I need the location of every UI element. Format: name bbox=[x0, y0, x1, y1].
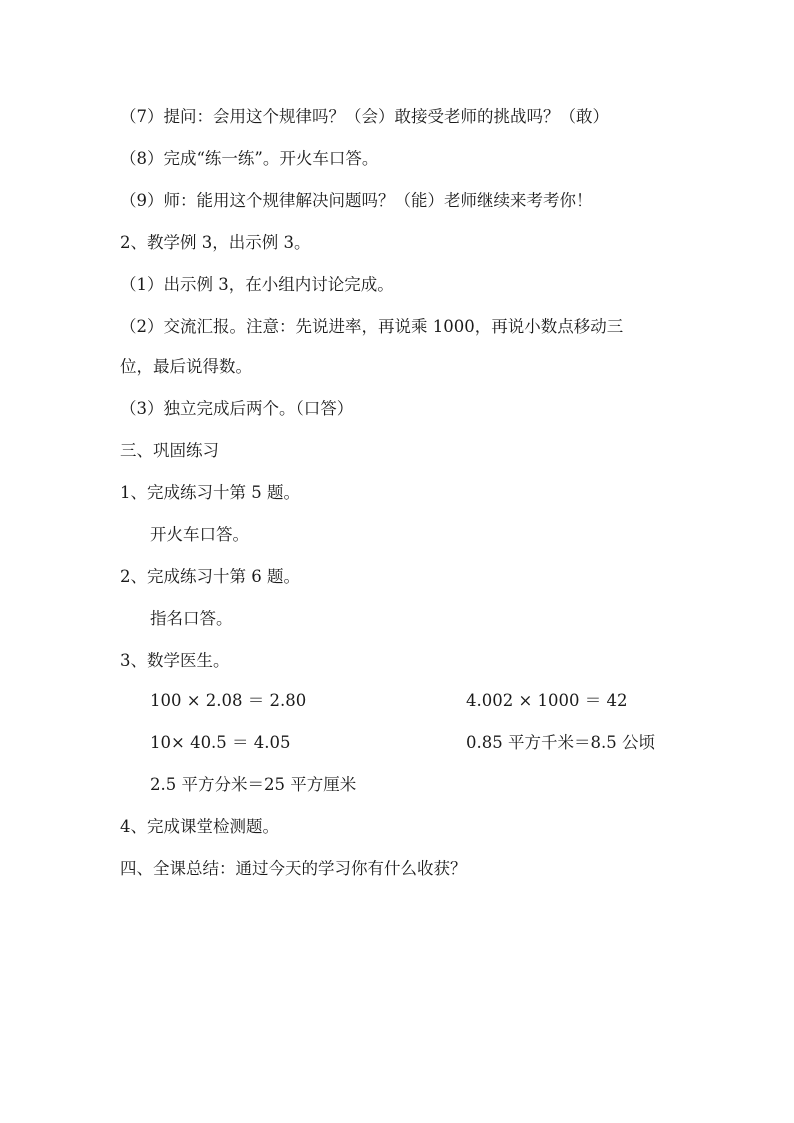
paragraph-step-7: （7）提问：会用这个规律吗？（会）敢接受老师的挑战吗？（敢） bbox=[120, 107, 609, 126]
section-heading-practice: 三、巩固练习 bbox=[120, 441, 219, 460]
math-doctor-item: 0.85 平方千米＝8.5 公顷 bbox=[466, 733, 655, 752]
exercise-2: 2、完成练习十第 6 题。 bbox=[120, 567, 300, 586]
paragraph-substep-2: （2）交流汇报。注意：先说进率，再说乘 1000，再说小数点移动三 bbox=[120, 317, 624, 336]
exercise-2-note: 指名口答。 bbox=[150, 609, 233, 628]
heading-example-3: 2、教学例 3，出示例 3。 bbox=[120, 233, 311, 252]
section-heading-summary: 四、全课总结：通过今天的学习你有什么收获？ bbox=[120, 859, 467, 878]
exercise-1-note: 开火车口答。 bbox=[150, 525, 249, 544]
math-doctor-item: 100 × 2.08 ＝ 2.80 bbox=[150, 691, 307, 710]
exercise-4: 4、完成课堂检测题。 bbox=[120, 817, 279, 836]
exercise-3: 3、数学医生。 bbox=[120, 651, 230, 670]
paragraph-substep-3: （3）独立完成后两个。（口答） bbox=[120, 399, 354, 418]
math-doctor-item: 2.5 平方分米＝25 平方厘米 bbox=[150, 775, 357, 794]
math-doctor-item: 10× 40.5 ＝ 4.05 bbox=[150, 733, 291, 752]
paragraph-substep-2-cont: 位，最后说得数。 bbox=[120, 357, 252, 376]
paragraph-substep-1: （1）出示例 3，在小组内讨论完成。 bbox=[120, 275, 394, 294]
math-doctor-item: 4.002 × 1000 ＝ 42 bbox=[466, 691, 628, 710]
paragraph-step-8: （8）完成“练一练”。开火车口答。 bbox=[120, 149, 379, 168]
paragraph-step-9: （9）师：能用这个规律解决问题吗？（能）老师继续来考考你！ bbox=[120, 191, 593, 210]
exercise-1: 1、完成练习十第 5 题。 bbox=[120, 483, 300, 502]
